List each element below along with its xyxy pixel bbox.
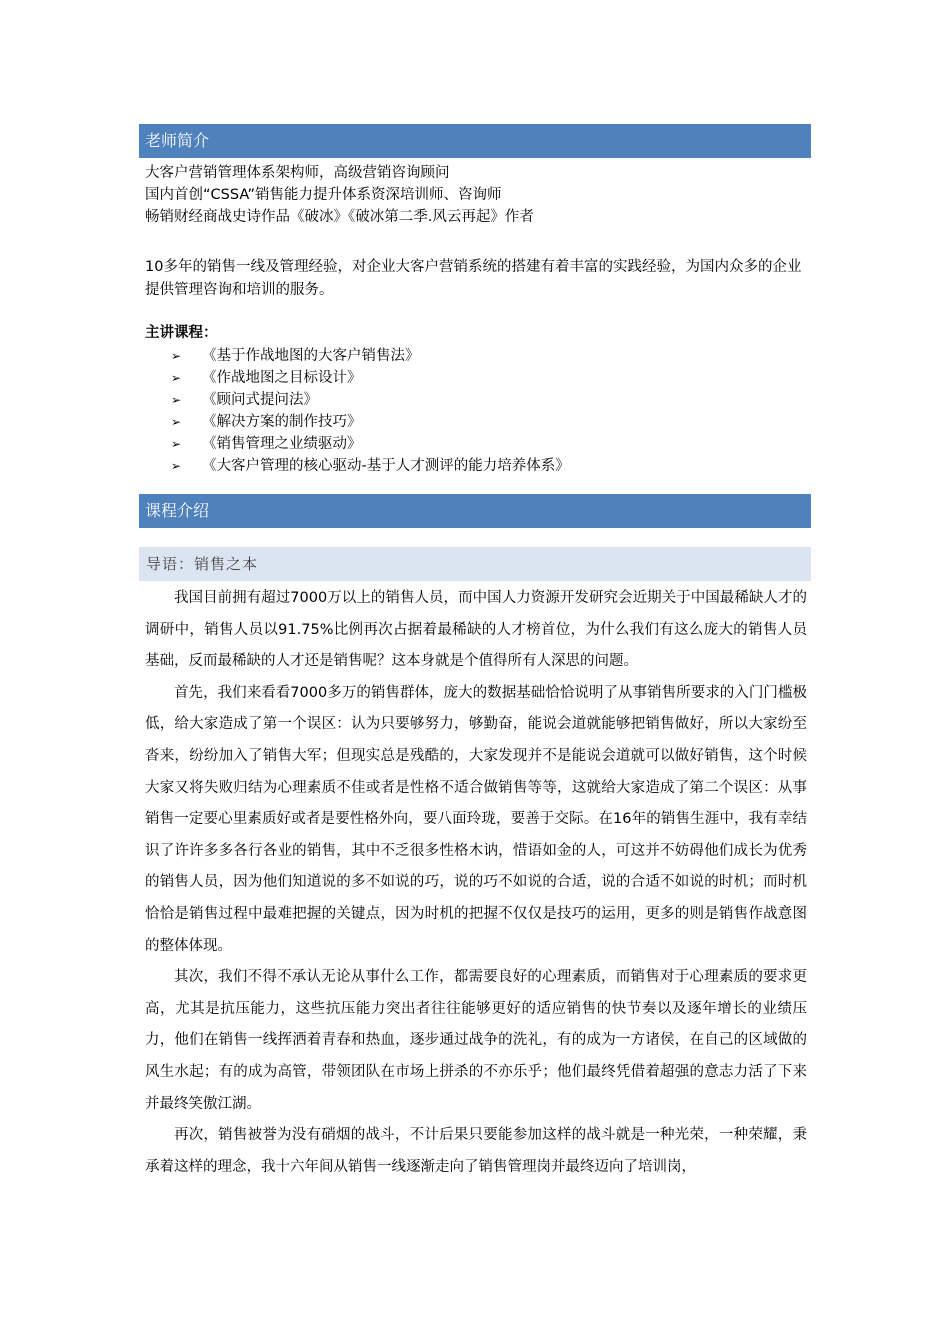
courses-title: 主讲课程： (145, 325, 218, 341)
body-paragraph: 再次，销售被誉为没有硝烟的战斗，不计后果只要能参加这样的战斗就是一种光荣，一种荣耀，秉承着这样的理念，我十六年间从销售一线逐渐走向了销售管理岗并最终迈向了培训岗， (145, 1127, 807, 1175)
arrow-bullet-icon: ➢ (171, 393, 182, 407)
course-subheading: 导语：销售之本 (139, 547, 811, 581)
body-paragraph: 首先，我们来看看7000多万的销售群体，庞大的数据基础恰恰说明了从事销售所要求的入门门槛极低，给大家造成了第一个误区：认为只要够努力，够勤奋，能说会道就能够把销售做好，所以大家纷至沓来，纷纷加入了销售大军；但现实总是残酷的，大家发现并不是能说会道就可以做好销售，这个时候大家又将失败归结为心理素质不佳或者是性格不适合做销售等等，这就给大家造成了第二个误区：从事销售一定要心里素质好或者是要性格外向，要八面玲珑，要善于交际。在16年的销售生涯中，我有幸结识了许许多多各行各业的销售，其中不乏很多性格木讷，惜语如金的人，可这并不妨碍他们成长为优秀的销售人员，因为他们知道说的多不如说的巧，说的巧不如说的合适，说的合适不如说的时机；而时机恰恰是销售过程中最难把握的关键点，因为时机的把握不仅仅是技巧的运用，更多的则是销售作战意图的整体体现。 (145, 684, 807, 954)
body-paragraph: 其次，我们不得不承认无论从事什么工作，都需要良好的心理素质，而销售对于心理素质的要求更高，尤其是抗压能力，这些抗压能力突出者往往能够更好的适应销售的快节奏以及逐年增长的业绩压力，他们在销售一线挥洒着青春和热血，逐步通过战争的洗礼，有的成为一方诸侯，在自己的区域做的风生水起；有的成为高管，带领团队在市场上拼杀的不亦乐乎；他们最终凭借着超强的意志力活了下来并最终笑傲江湖。 (145, 969, 807, 1112)
arrow-bullet-icon: ➢ (171, 371, 182, 385)
course-section-header (139, 494, 811, 528)
bio-line: 畅销财经商战史诗作品《破冰》《破冰第二季.风云再起》作者 (145, 209, 534, 225)
body-paragraph: 我国目前拥有超过7000万以上的销售人员，而中国人力资源开发研究会近期关于中国最稀缺人才的调研中，销售人员以91.75%比例再次占据着最稀缺的人才榜首位，为什么我们有这么庞大的销售人员基础，反而最稀缺的人才还是销售呢？这本身就是个值得所有人深思的问题。 (145, 590, 807, 670)
course-item: ➢ 《销售管理之业绩驱动》 (171, 433, 570, 455)
arrow-bullet-icon: ➢ (171, 459, 182, 473)
course-intro-body (145, 583, 807, 1183)
arrow-bullet-icon: ➢ (171, 437, 182, 451)
course-item: ➢ 《解决方案的制作技巧》 (171, 411, 570, 433)
course-item: ➢ 《作战地图之目标设计》 (171, 367, 570, 389)
course-list (171, 345, 570, 477)
bio-line: 国内首创“CSSA”销售能力提升体系资深培训师、咨询师 (145, 187, 502, 203)
teacher-section-header (139, 124, 811, 158)
course-section-title: 课程介绍 (145, 501, 210, 520)
arrow-bullet-icon: ➢ (171, 415, 182, 429)
teacher-section-title: 老师简介 (145, 131, 210, 150)
course-item: ➢ 《大客户管理的核心驱动-基于人才测评的能力培养体系》 (171, 455, 570, 477)
bio-line: 大客户营销管理体系架构师，高级营销咨询顾问 (145, 165, 450, 181)
course-item: ➢ 《基于作战地图的大客户销售法》 (171, 345, 570, 367)
arrow-bullet-icon: ➢ (171, 349, 182, 363)
teacher-summary: 10多年的销售一线及管理经验，对企业大客户营销系统的搭建有着丰富的实践经验，为国内众多的企业提供管理咨询和培训的服务。 (145, 259, 802, 298)
teacher-bio (145, 162, 815, 228)
course-item: ➢ 《顾问式提问法》 (171, 389, 570, 411)
